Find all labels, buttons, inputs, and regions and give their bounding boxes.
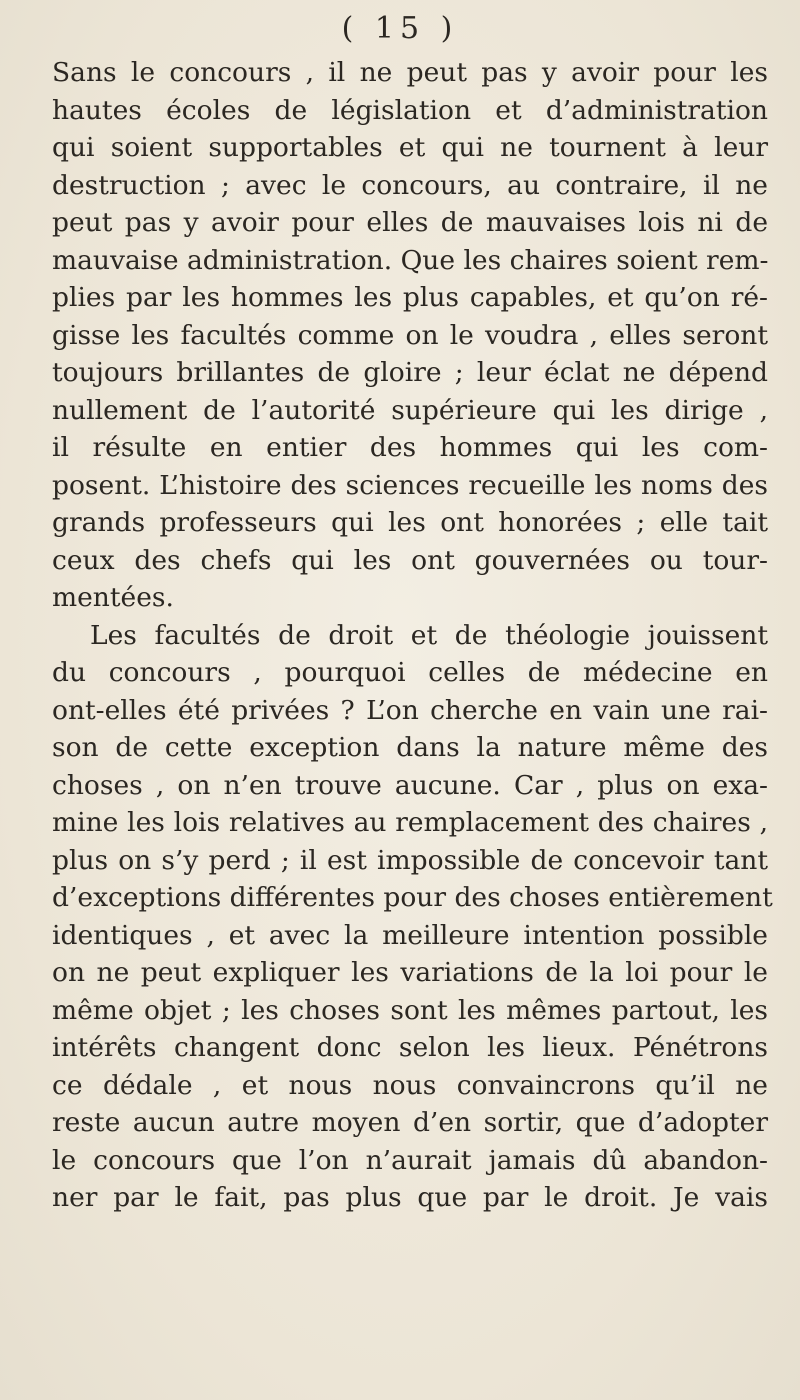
text-line: hautes écoles de législation et d’administration: [52, 94, 768, 126]
text-line: il résulte en entier des hommes qui les com-: [52, 432, 768, 463]
text-line: destruction ; avec le concours, au contraire, il ne: [52, 169, 768, 201]
text-line: grands professeurs qui les ont honorées ; elle tait: [52, 507, 768, 538]
text-line: même objet ; les choses sont les mêmes partout, les: [52, 994, 768, 1026]
text-line: on ne peut expliquer les variations de la loi pour le: [52, 957, 768, 988]
text-line: ont-elles été privées ? L’on cherche en vain une rai-: [52, 694, 768, 726]
text-line: mentées.: [52, 582, 174, 613]
text-line: mine les lois relatives au remplacement des chaires ,: [52, 807, 768, 838]
text-line: qui soient supportables et qui ne tournent à leur: [52, 132, 768, 163]
text-line: identiques , et avec la meilleure intention possible: [52, 919, 768, 951]
text-line: ner par le fait, pas plus que par le droit. Je vais: [52, 1182, 768, 1213]
text-line: ce dédale , et nous nous convaincrons qu’il ne: [52, 1069, 768, 1101]
text-line: gisse les facultés comme on le voudra , elles seront: [52, 319, 768, 351]
text-line: choses , on n’en trouve aucune. Car , plus on exa-: [52, 769, 768, 801]
paragraph: [52, 617, 773, 1217]
text-line: posent. L’histoire des sciences recueille les noms des: [52, 469, 768, 501]
text-line: Les facultés de droit et de théologie jouissent: [90, 619, 768, 651]
text-line: du concours , pourquoi celles de médecine en: [52, 657, 768, 688]
text-line: son de cette exception dans la nature même des: [52, 732, 768, 763]
text-line: nullement de l’autorité supérieure qui les dirige ,: [52, 394, 768, 426]
text-line: mauvaise administration. Que les chaires soient rem-: [52, 244, 769, 276]
text-line: d’exceptions différentes pour des choses entièrement: [52, 882, 773, 913]
text-line: toujours brillantes de gloire ; leur éclat ne dépend: [52, 357, 768, 388]
text-line: reste aucun autre moyen d’en sortir, que d’adopter: [52, 1107, 768, 1138]
text-line: plus on s’y perd ; il est impossible de concevoir tant: [52, 844, 768, 876]
text-line: le concours que l’on n’aurait jamais dû abandon-: [52, 1144, 768, 1176]
page-number: ( 15 ): [341, 11, 459, 46]
text-line: Sans le concours , il ne peut pas y avoir pour les: [52, 57, 768, 88]
text-line: peut pas y avoir pour elles de mauvaises lois ni de: [52, 207, 768, 238]
body-text: [52, 54, 773, 1217]
text-line: plies par les hommes les plus capables, et qu’on ré-: [52, 282, 768, 313]
paragraph: [52, 54, 768, 617]
text-line: intérêts changent donc selon les lieux. Pénétrons: [52, 1032, 768, 1063]
text-line: ceux des chefs qui les ont gouvernées ou tour-: [52, 544, 768, 576]
